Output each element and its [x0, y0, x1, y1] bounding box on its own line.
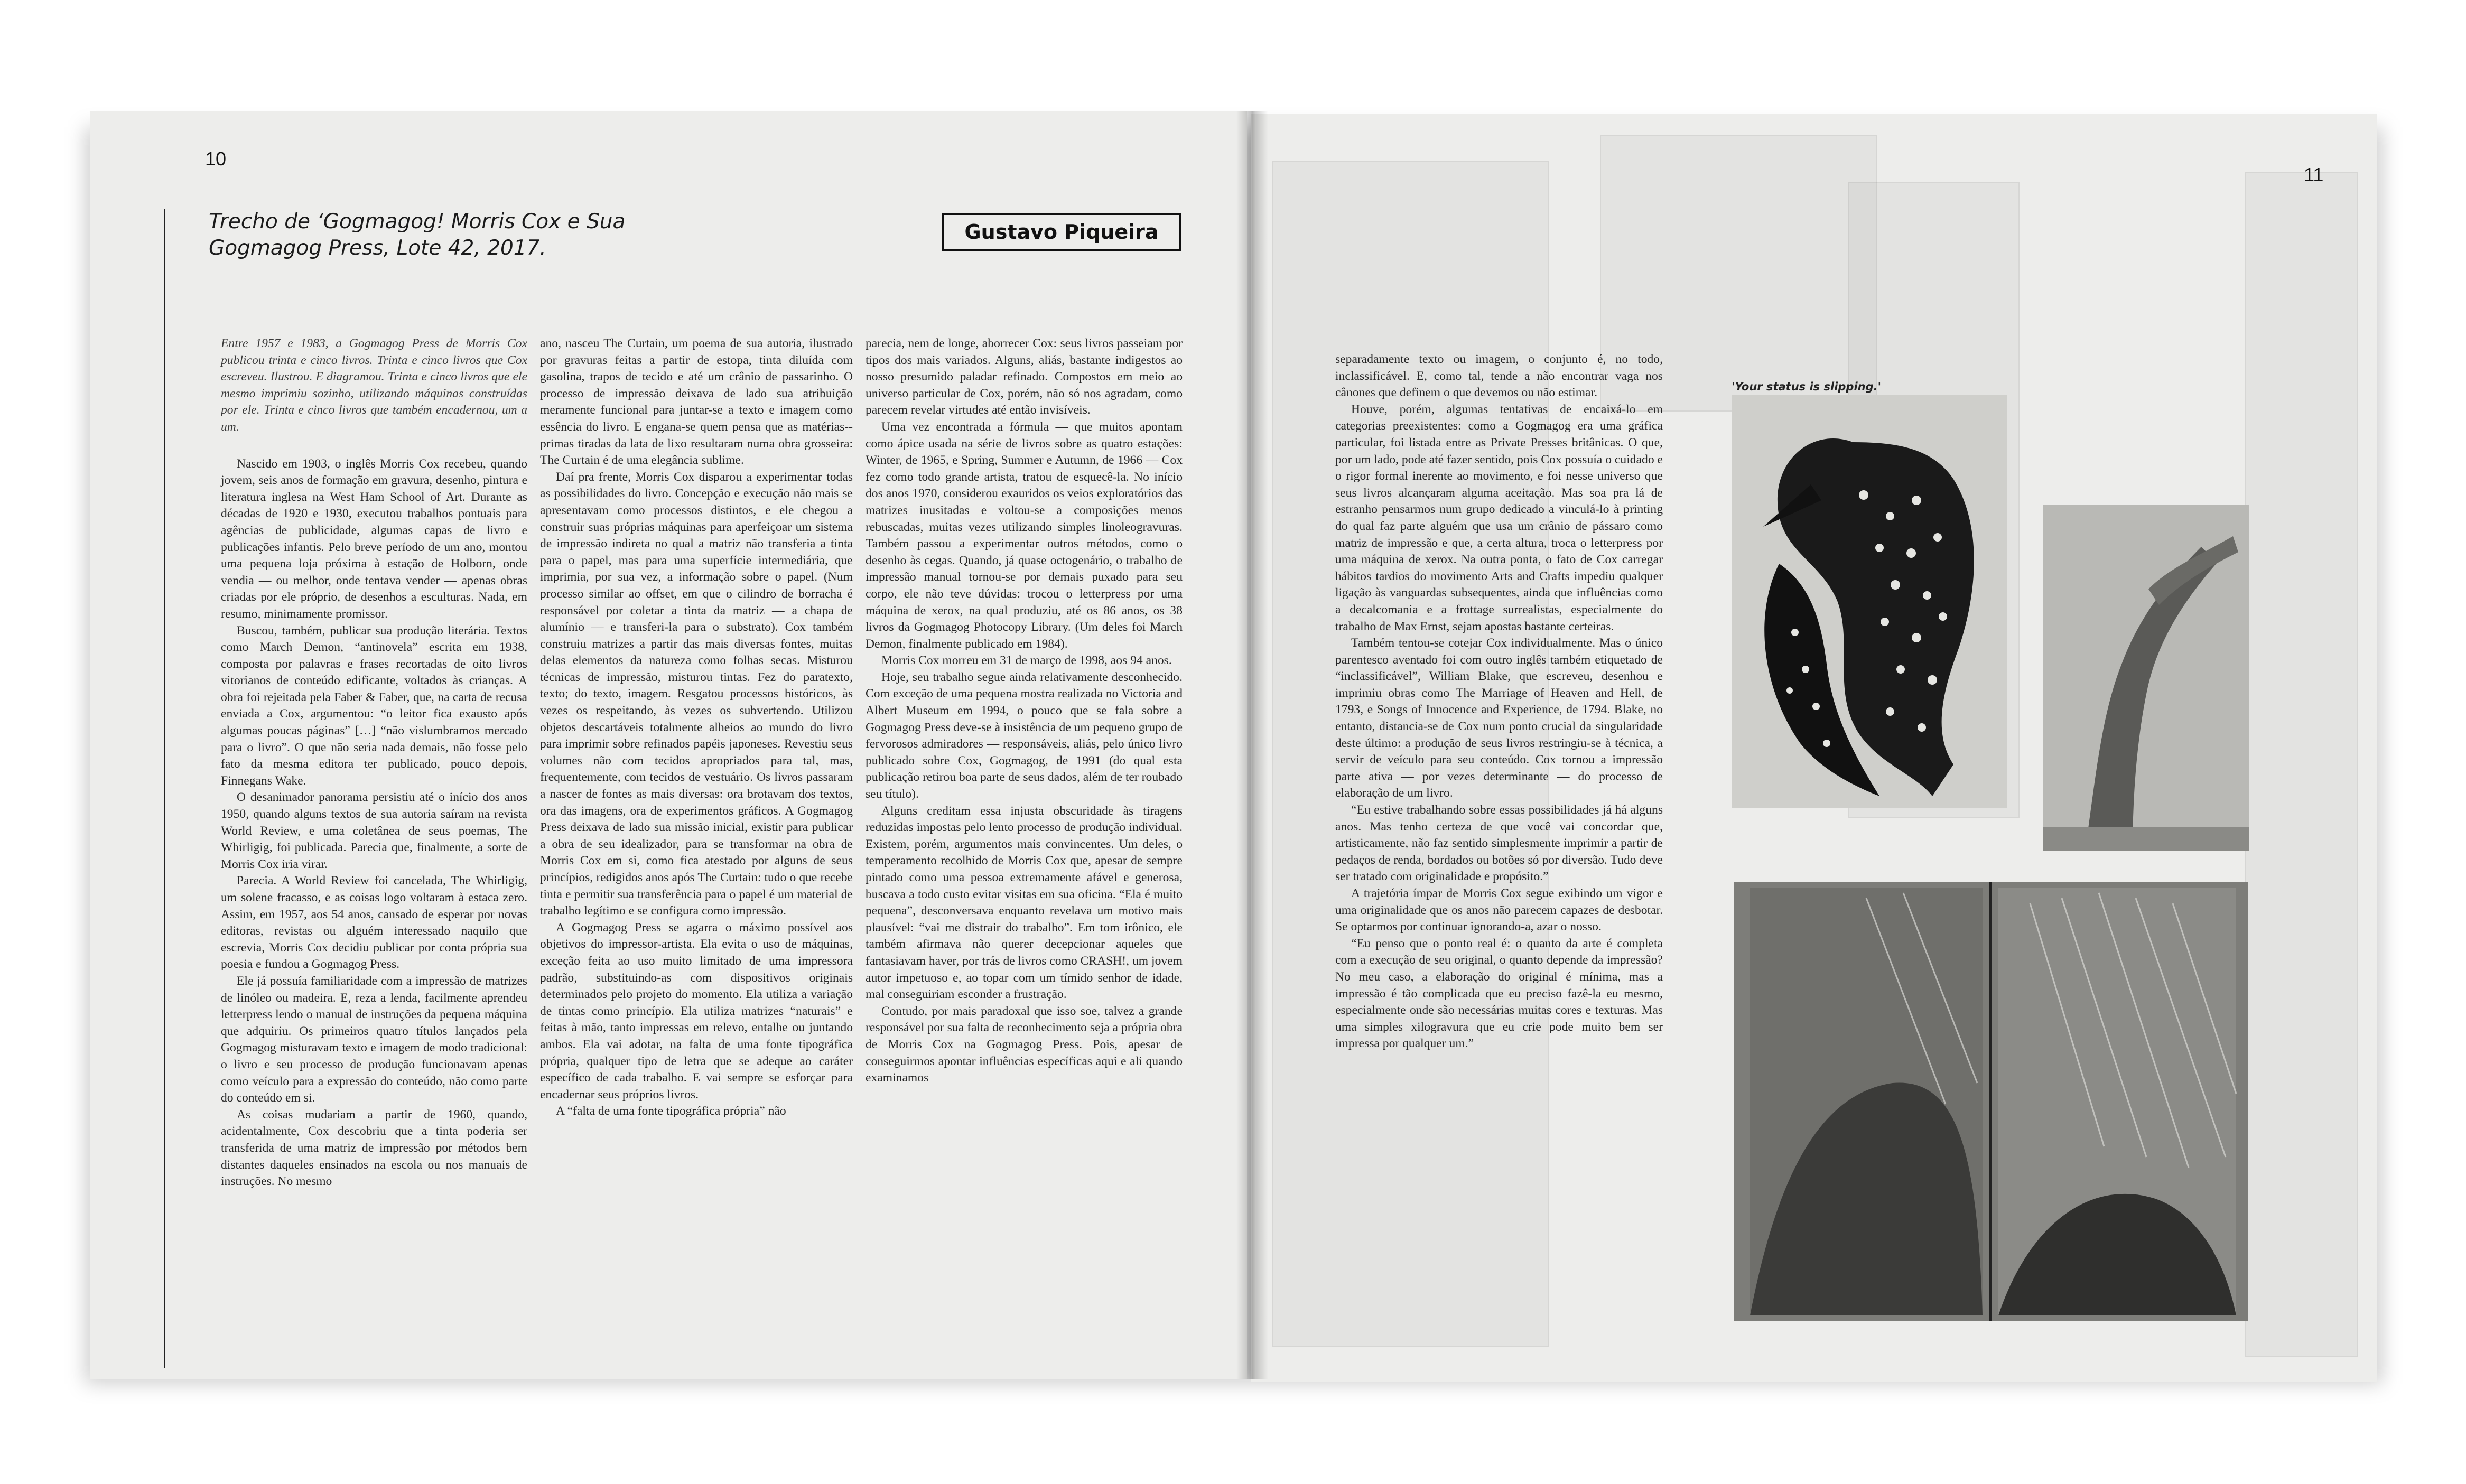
- intro-paragraph: Entre 1957 e 1983, a Gogmagog Press de Morris Cox publicou trinta e cinco livros. Trinta e cinco livros que Cox escreveu. Ilustrou. E diagramou. Trinta e cinco livros que ele mesmo imprimiu sozinho, utilizando máquinas construídas por ele. Trinta e cinco livros que também encadernou, um a um.: [221, 337, 527, 434]
- paragraph: Hoje, seu trabalho segue ainda relativamente desconhecido. Com exceção de uma pequena mostra realizada no Victoria and Albert Museum em 1994, o pouco que se fala sobre a Gogmagog Press deve-se à insistência de um pequeno grupo de fervorosos admiradores — responsáveis, aliás, pelo único livro publicado sobre Cox, Gogmagog, de 1991 (do qual esta publicação retirou boa parte de seus dados, além de ter roubado seu título).: [866, 670, 1183, 801]
- left-margin-rule: [164, 209, 165, 1368]
- article-column-4: [1335, 351, 1663, 1052]
- paragraph: Alguns creditam essa injusta obscuridade às tiragens reduzidas impostas pelo lento processo de produção individual. Existem, porém, argumentos mais convincentes. Um deles, o temperamento recolhido de Morris Cox que, apesar de sempre pintado como uma pessoa extremamente afável e generosa, buscava a todo custo evitar visitas em sua oficina. “Ela é muito pequena”, desconversava enquanto revelava um motivo mais plausível: “vai me distrair do trabalho”. Em tom irônico, ele também afirmava não querer decepcionar aqueles que fantasiavam haver, por trás de livros como CRASH!, um jovem autor impetuoso e, ao topar com um tímido senhor de idade, mal conseguiriam esconder a frustração.: [866, 804, 1183, 1002]
- tree-print-image: [2043, 505, 2249, 851]
- paragraph: Nascido em 1903, o inglês Morris Cox recebeu, quando jovem, seis anos de formação em gravura, desenho, pintura e literatura inglesa na West Ham School of Art. Durante as décadas de 1920 e 1930, executou trabalhos pontuais para agências de publicidade, algumas capas de livro e publicações infantis. Pelo breve período de um ano, montou uma pequena loja próxima à estação de Holborn, onde vendia — ou melhor, onde tentava vender — apenas obras criadas por ele próprio, de desenhos a esculturas. Nada, em resumo, minimamente promissor.: [221, 456, 527, 621]
- paragraph: Morris Cox morreu em 31 de março de 1998, aos 94 anos.: [881, 654, 1172, 668]
- left-page-number: 10: [205, 148, 227, 170]
- show-through-right: [2245, 172, 2358, 1357]
- article-column-2: [540, 335, 853, 1120]
- paragraph: Contudo, por mais paradoxal que isso soe, talvez a grande responsável por sua falta de reconhecimento seja a própria obra de Morris Cox na Gogmagog Press. Pois, apesar de conseguirmos apontar influências específicas aqui e ali quando examinamos: [866, 1004, 1183, 1085]
- bird-linocut-image: [1732, 395, 2007, 808]
- article-column-1: [221, 335, 527, 1190]
- article-column-3: [866, 335, 1183, 1087]
- paragraph: separadamente texto ou imagem, o conjunto é, no todo, inclassificável. E, como tal, tende a não encontrar vaga nos cânones que definem o que devemos ou não estimar.: [1335, 352, 1663, 400]
- paragraph: Buscou, também, publicar sua produção literária. Textos como March Demon, “antinovela” escrita em 1938, composta por palavras e frases recortadas de oito livros vitorianos de conteúdo edificante, voltados às crianças. A obra foi rejeitada pela Faber & Faber, que, na carta de recusa enviada a Cox, argumentou: “o leitor fica exausto após algumas poucas páginas” […] “não vislumbramos mercado para o livro”. O que não seria nada demais, não fosse pelo fato da mesma editora ter publicado, pouco depois, Finnegans Wake.: [221, 623, 527, 788]
- paragraph: Parecia. A World Review foi cancelada, The Whirligig, um solene fracasso, e as coisas logo voltaram à estaca zero. Assim, em 1957, aos 54 anos, cansado de esperar por novas editoras, revistas ou alguém interessado naquilo que escrevia, Morris Cox decidiu publicar por conta própria sua poesia e fundou a Gogmagog Press.: [221, 874, 527, 972]
- excerpt-title: Trecho de ‘Gogmagog! Morris Cox e Sua Gogmagog Press, Lote 42, 2017.: [209, 210, 626, 260]
- paragraph: ano, nasceu The Curtain, um poema de sua autoria, ilustrado por gravuras feitas a partir de estopa, tinta diluída com gasolina, trapos de tecido e até um crânio de passarinho. O processo de impressão deixava de lado sua atribuição meramente funcional para juntar-se a texto e imagem como essência do livro. E engana-se quem pensa que as matérias--primas tiradas da lata de lixo resultaram numa obra grosseira: The Curtain é de uma elegância sublime.: [540, 337, 853, 468]
- paragraph: A Gogmagog Press se agarra o máximo possível aos objetivos do impressor-artista. Ela evita o uso de máquinas, exceção feita ao uso muito limitado de uma impressora padrão, substituindo-as com dispositivos originais determinados pelo projeto do momento. Ela utiliza a variação de tintas como princípio. Ela utiliza matrizes “naturais” e feitas à mão, tanto impressas em relevo, entalhe ou juntando ambos. Ela vai adotar, na falta de uma fonte tipográfica própria, qualquer tipo de letra que se adeque ao caráter específico de cada trabalho. E vai sempre se esforçar para encadernar seus próprios livros.: [540, 920, 853, 1102]
- right-page-number: 11: [2304, 164, 2324, 185]
- paragraph: O desanimador panorama persistiu até o início dos anos 1950, quando alguns textos de sua autoria saíram na revista World Review, e uma coletânea de seus poemas, The Whirligig, foi publicada. Parecia que, finalmente, a sorte de Morris Cox iria virar.: [221, 790, 527, 871]
- gutter-fold: [1236, 111, 1268, 1379]
- open-book-print-image: [1734, 882, 2248, 1321]
- paragraph: Também tentou-se cotejar Cox individualmente. Mas o único parentesco aventado foi com outro inglês também etiquetado de “inclassificável”, William Blake, que escreveu, desenhou e imprimiu obras como The Marriage of Heaven and Hell, de 1793, e Songs of Innocence and Experience, de 1794. Blake, no entanto, distancia-se de Cox num ponto crucial da singularidade deste último: a produção de seus livros restringiu-se à técnica, a servir de veículo para seu conteúdo. Cox tornou a impressão parte ativa — por vezes determinante — do processo de elaboração de um livro.: [1335, 636, 1663, 800]
- paragraph: A trajetória ímpar de Morris Cox segue exibindo um vigor e uma originalidade que os anos não parecem capazes de desbotar. Se optarmos por continuar ignorando-a, azar o nosso.: [1335, 886, 1663, 934]
- paragraph: Daí pra frente, Morris Cox disparou a experimentar todas as possibilidades do livro. Concepção e execução não mais se apresentavam como processos distintos, e ele chegou a construir suas próprias máquinas para aperfeiçoar um sistema de impressão indireta no qual a matriz não transferia a tinta para o papel, mas para uma superfície intermediária, que imprimia, por sua vez, a informação sobre o papel. (Num processo similar ao offset, em que o cilindro de borracha é responsável por coletar a tinta da matriz — a chapa de alumínio — e transferi-la para o substrato). Cox também construiu matrizes a partir das mais diversas fontes, muitas delas elementos da natureza como folhas secas. Misturou técnicas de impressão, misturou tintas. Fez do paratexto, texto; do texto, imagem. Resgatou processos históricos, às vezes os respeitando, às vezes os subvertendo. Utilizou objetos descartáveis totalmente alheios ao mundo do livro para imprimir sobre refinados papéis japoneses. Revestiu seus volumes não com tecidos apropriados para tal, mas, frequentemente, com tecidos de vestuário. Os livros passaram a nascer de fontes as mais diversas: ora brotavam dos textos, ora das imagens, ora de experimentos gráficos. A Gogmagog Press deixava de lado sua missão inicial, existir para publicar a obra de seu idealizador, para se transformar na obra de Morris Cox em si, como fica atestado por alguns de seus princípios, redigidos anos após The Curtain: tudo o que recebe tinta e permitir sua transferência para o papel é um material de trabalho legítimo e se configura como impressão.: [540, 470, 853, 918]
- author-name-box: Gustavo Piqueira: [942, 213, 1181, 251]
- paragraph: Ele já possuía familiaridade com a impressão de matrizes de linóleo ou madeira. E, reza a lenda, facilmente aprendeu letterpress lendo o manual de instruções da pequena máquina que adquiriu. Os primeiros quatro títulos lançados pela Gogmagog misturavam texto e imagem de modo tradicional: o livro e seu processo de produção funcionavam apenas como veículo para a expressão do conteúdo, não como parte do conteúdo em si.: [221, 974, 527, 1105]
- paragraph: “Eu estive trabalhando sobre essas possibilidades já há alguns anos. Mas tenho certeza de que você vai concordar que, artisticamente, não faz sentido simplesmente imprimir a partir de pedaços de renda, bordados ou botões só por diversão. Tudo deve ser tratado com originalidade e propósito.”: [1335, 803, 1663, 884]
- paragraph: parecia, nem de longe, aborrecer Cox: seus livros passeiam por tipos dos mais variados. Alguns, aliás, bastante indigestos ao nosso presumido paladar refinado. Compostos em meio ao universo particular de Cox, porém, não só nos agradam, como parecem revelar virtudes até então invisíveis.: [866, 337, 1183, 417]
- paragraph: A “falta de uma fonte tipográfica própria” não: [556, 1104, 786, 1118]
- image-caption: 'Your status is slipping.': [1732, 380, 1882, 393]
- paragraph: Houve, porém, algumas tentativas de encaixá-lo em categorias preexistentes: como a Gogmagog era uma gráfica particular, foi listada entre as Private Presses britânicas. O que, por um lado, pode até fazer sentido, pois Cox possuía o cuidado e o rigor formal inerente ao movimento, e foi nesse universo que seus livros alcançaram alguma aceitação. Mas soa pra lá de estranho pensarmos num grupo dedicado a vinculá-lo à printing do qual faz parte alguém que usa um crânio de pássaro como matriz de impressão e que, a certa altura, troca o letterpress por uma máquina de xerox. Na outra ponta, o fato de Cox carregar hábitos tardios do movimento Arts and Crafts impediu qualquer ligação às vanguardas subsequentes, ainda que influências como a decalcomania e a frottage surrealistas, especialmente do trabalho de Max Ernst, sejam apostas bastante certeiras.: [1335, 402, 1663, 633]
- paragraph: “Eu penso que o ponto real é: o quanto da arte é completa com a execução de seu original, o quanto depende da impressão? No meu caso, a elaboração do original é mínima, mas a impressão é tão complicada que eu preciso fazê-la eu mesmo, especialmente onde são necessárias muitas cores e texturas. Mas uma simples xilogravura que eu crie pode muito bem ser impressa por qualquer um.”: [1335, 936, 1663, 1051]
- paragraph: As coisas mudariam a partir de 1960, quando, acidentalmente, Cox descobriu que a tinta poderia ser transferida de uma matriz de impressão por métodos bem distantes daqueles ensinados na escola ou nos manuais de instruções. No mesmo: [221, 1107, 527, 1189]
- paragraph: Uma vez encontrada a fórmula — que muitos apontam como ápice usada na série de livros sobre as quatro estações: Winter, de 1965, e Spring, Summer e Autumn, de 1966 — Cox fez como todo grande artista, tratou de esquecê-la. No início dos anos 1970, considerou exauridos os veios exploratórios das matrizes inusitadas e voltou-se a composições menos rebuscadas, muitas vezes utilizando simples linoleogravuras. Também passou a experimentar outros métodos, como o desenho às cegas. Quando, já quase octogenário, o trabalho de impressão manual tornou-se por demais puxado para seu corpo, ele não teve dúvidas: trocou o letterpress por uma máquina de xerox, na qual produziu, até os 86 anos, os 38 livros da Gogmagog Photocopy Library. (Um deles foi March Demon, finalmente publicado em 1984).: [866, 419, 1183, 651]
